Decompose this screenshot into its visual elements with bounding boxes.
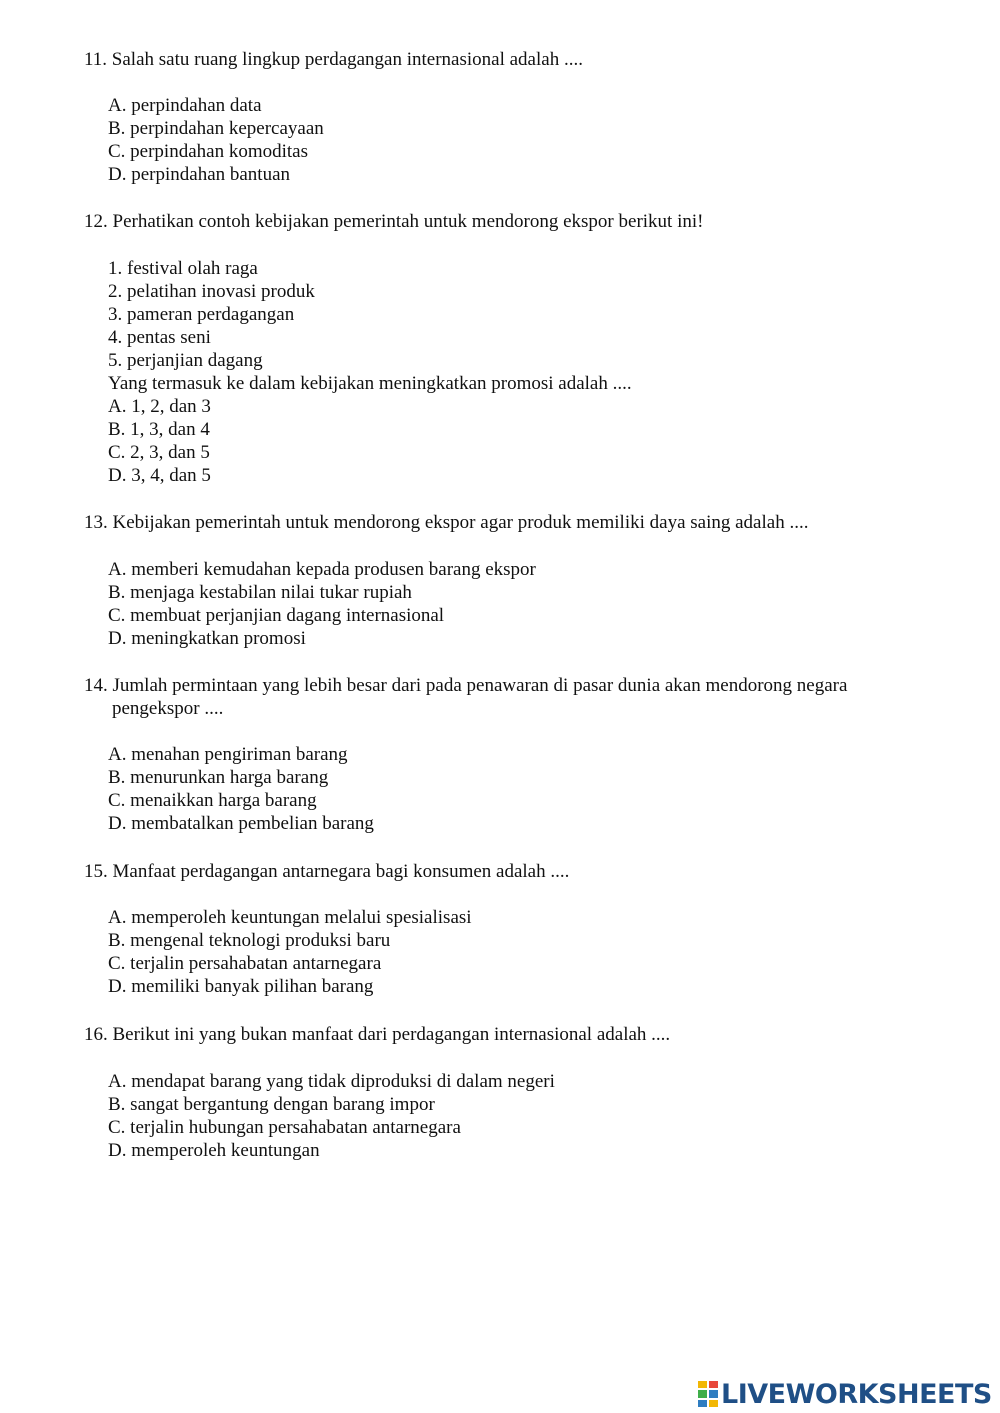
question-14-option-b[interactable]: B. menurunkan harga barang <box>108 767 329 788</box>
question-12-list-item: 2. pelatihan inovasi produk <box>108 281 315 302</box>
question-12-list-item: 1. festival olah raga <box>108 258 258 279</box>
question-16-option-d[interactable]: D. memperoleh keuntungan <box>108 1140 320 1161</box>
question-16-option-c[interactable]: C. terjalin hubungan persahabatan antarnegara <box>108 1117 461 1138</box>
question-13-option-d[interactable]: D. meningkatkan promosi <box>108 628 306 649</box>
question-16-stem: 16. Berikut ini yang bukan manfaat dari perdagangan internasional adalah .... <box>84 1024 671 1045</box>
question-11-option-a[interactable]: A. perpindahan data <box>108 95 262 116</box>
question-12-option-a[interactable]: A. 1, 2, dan 3 <box>108 396 211 417</box>
question-11-stem: 11. Salah satu ruang lingkup perdagangan internasional adalah .... <box>84 49 583 70</box>
question-12-stem: 12. Perhatikan contoh kebijakan pemerintah untuk mendorong ekspor berikut ini! <box>84 211 704 232</box>
question-14-stem-continued: pengekspor .... <box>112 698 224 719</box>
question-11-option-c[interactable]: C. perpindahan komoditas <box>108 141 308 162</box>
question-16-option-a[interactable]: A. mendapat barang yang tidak diproduksi di dalam negeri <box>108 1071 555 1092</box>
question-12-option-d[interactable]: D. 3, 4, dan 5 <box>108 465 211 486</box>
question-15-stem: 15. Manfaat perdagangan antarnegara bagi konsumen adalah .... <box>84 861 570 882</box>
liveworksheets-logo-icon <box>698 1381 718 1407</box>
liveworksheets-brand-text: LIVEWORKSHEETS <box>721 1378 992 1410</box>
question-11-option-d[interactable]: D. perpindahan bantuan <box>108 164 291 185</box>
question-13-option-c[interactable]: C. membuat perjanjian dagang internasional <box>108 605 445 626</box>
question-12-list-item: 4. pentas seni <box>108 327 211 348</box>
question-15-option-b[interactable]: B. mengenal teknologi produksi baru <box>108 930 391 951</box>
question-12-list-item: 3. pameran perdagangan <box>108 304 295 325</box>
question-15-option-d[interactable]: D. memiliki banyak pilihan barang <box>108 976 374 997</box>
question-14-option-c[interactable]: C. menaikkan harga barang <box>108 790 317 811</box>
question-13-option-b[interactable]: B. menjaga kestabilan nilai tukar rupiah <box>108 582 412 603</box>
question-15-option-a[interactable]: A. memperoleh keuntungan melalui spesialisasi <box>108 907 472 928</box>
question-12-list-item: 5. perjanjian dagang <box>108 350 263 371</box>
liveworksheets-logo <box>698 1378 992 1410</box>
question-14-option-d[interactable]: D. membatalkan pembelian barang <box>108 813 374 834</box>
question-16-option-b[interactable]: B. sangat bergantung dengan barang impor <box>108 1094 435 1115</box>
question-11-option-b[interactable]: B. perpindahan kepercayaan <box>108 118 324 139</box>
question-14-option-a[interactable]: A. menahan pengiriman barang <box>108 744 348 765</box>
question-13-option-a[interactable]: A. memberi kemudahan kepada produsen barang ekspor <box>108 559 536 580</box>
question-12-option-b[interactable]: B. 1, 3, dan 4 <box>108 419 210 440</box>
question-13-stem: 13. Kebijakan pemerintah untuk mendorong ekspor agar produk memiliki daya saing adalah .... <box>84 512 809 533</box>
question-14-stem: 14. Jumlah permintaan yang lebih besar dari pada penawaran di pasar dunia akan mendorong negara <box>84 675 848 696</box>
question-12-prompt: Yang termasuk ke dalam kebijakan meningkatkan promosi adalah .... <box>108 373 632 394</box>
question-12-option-c[interactable]: C. 2, 3, dan 5 <box>108 442 210 463</box>
question-15-option-c[interactable]: C. terjalin persahabatan antarnegara <box>108 953 382 974</box>
